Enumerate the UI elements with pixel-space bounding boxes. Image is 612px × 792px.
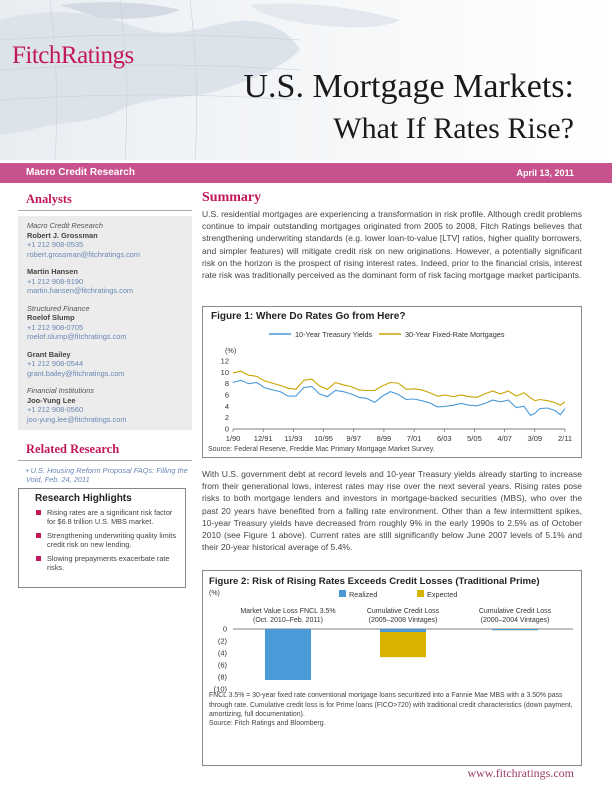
x-tick-label: 11/93 xyxy=(284,434,303,443)
category-label: Cumulative Credit Loss xyxy=(366,608,440,615)
highlights-heading: Research Highlights xyxy=(35,493,132,504)
figure-2 xyxy=(202,570,582,766)
y-tick-label: (4) xyxy=(217,648,227,658)
summary-paragraph-1: U.S. residential mortgages are experiencing a transformation in risk profile. Although credit problems continue to impair outstanding mortgages originated from 2005 to 2008, Fitch Ratings believes that strengthening underwriting standards (e.g. lower loan-to-value [LTV] ratios, higher quality borrowers, and simpler features) will mitigate credit risk on new originations. However, a potentially significant risk on the horizon is the prospect of rising interest rates. Indeed, prior to the financial crisis, interest rate risk was traditionally perceived as the dominant form of risk facing mortgage market participants. xyxy=(202,209,582,281)
x-tick-label: 3/09 xyxy=(527,434,543,443)
x-tick-label: 7/01 xyxy=(406,434,422,443)
y-tick-label: (6) xyxy=(217,660,227,670)
analyst-entry: Financial Institutions Joo-Yung Lee +1 212 908-0560 joo-yung.lee@fitchratings.com xyxy=(27,386,192,424)
main-content xyxy=(202,190,582,281)
y-tick-label: 0 xyxy=(224,424,229,434)
y-tick-label: 6 xyxy=(224,390,229,400)
figure-1-chart xyxy=(203,325,581,455)
x-tick-label: 8/99 xyxy=(376,434,392,443)
highlight-item: Rising rates are a significant risk factor for $6.8 trillion U.S. MBS market. xyxy=(33,508,179,526)
category-label: (2000–2004 Vintages) xyxy=(480,617,550,624)
series-line-treasury xyxy=(233,380,565,415)
legend-swatch xyxy=(417,590,424,597)
x-tick-label: 6/03 xyxy=(436,434,452,443)
x-tick-label: 1/90 xyxy=(225,434,241,443)
y-tick-label: (2) xyxy=(217,636,227,646)
y-axis-unit: (%) xyxy=(225,346,237,355)
y-tick-label: (8) xyxy=(217,672,227,682)
figure-1-title: Figure 1: Where Do Rates Go from Here? xyxy=(211,311,406,322)
category-label: Market Value Loss FNCL 3.5% xyxy=(240,608,336,615)
figure-1-source: Source: Federal Reserve, Freddie Mac Primary Mortgage Market Survey. xyxy=(208,446,435,453)
legend-label: Expected xyxy=(427,590,458,599)
figure-2-note: FNCL 3.5% = 30-year fixed rate conventional mortgage loans securitized into a Fannie Mae MBS with a 3.50% pass through rate. Cumulative credit loss is for Prime loans (FICO>720) with traditional credit characteristics (down payment, amortizing, full documentation). xyxy=(209,692,573,718)
y-tick-label: 4 xyxy=(224,401,229,411)
figure-2-source: Source: Fitch Ratings and Bloomberg. xyxy=(209,720,326,727)
report-date: April 13, 2011 xyxy=(516,168,574,178)
page-subtitle: What If Rates Rise? xyxy=(333,112,574,145)
footer-website[interactable]: www.fitchratings.com xyxy=(467,766,574,780)
bar-realized xyxy=(380,629,426,632)
analyst-email-link[interactable]: martin.hansen@fitchratings.com xyxy=(27,286,134,295)
analysts-list xyxy=(18,216,192,430)
section-label: Macro Credit Research xyxy=(26,167,135,178)
x-tick-label: 2/11 xyxy=(557,434,573,443)
series-line-mortgage xyxy=(233,371,565,405)
x-tick-label: 12/91 xyxy=(253,434,273,443)
y-tick-label: (10) xyxy=(213,684,227,694)
analyst-entry: Structured Finance Roelof Slump +1 212 908-0705 roelof.slump@fitchratings.com xyxy=(27,304,192,342)
y-tick-label: 8 xyxy=(224,379,229,389)
figure-2-title: Figure 2: Risk of Rising Rates Exceeds Credit Losses (Traditional Prime) xyxy=(209,576,540,587)
summary-paragraph-2: With U.S. government debt at record levels and 10-year Treasury yields already starting to increase from their generational lows, interest rates may rise over the next several years. Rising rates pose risks to both mortgage lenders and investors in mortgage-backed securities (MBS), who over the past 20 years have benefited from a falling rate environment. Other than a few intermittent spikes, 10-year Treasury yields have decreased from roughly 9% in the early 1990s to 2.5% as of October 2010 (see Figure 1 above). Current rates are still significantly below June 2007 levels of 5.1% and their 20-year historical average of 5.4%. xyxy=(202,469,582,553)
highlight-item: Slowing prepayments exacerbate rate risks. xyxy=(33,554,179,572)
figure-1 xyxy=(202,306,582,458)
category-label: (Oct. 2010–Feb. 2011) xyxy=(253,617,323,624)
y-axis-unit: (%) xyxy=(209,590,220,597)
legend-label: 30-Year Fixed-Rate Mortgages xyxy=(405,330,505,339)
related-research-heading: Related Research xyxy=(26,442,120,456)
analyst-email-link[interactable]: grant.bailey@fitchratings.com xyxy=(27,368,125,378)
y-tick-label: 0 xyxy=(222,624,227,634)
fitch-logo: FitchRatings xyxy=(12,42,134,69)
analysts-heading: Analysts xyxy=(26,192,72,206)
legend-label: 10-Year Treasury Yields xyxy=(295,330,373,339)
related-research-link[interactable]: • U.S. Housing Reform Proposal FAQs: Filling the Void, Feb. 24, 2011 xyxy=(26,466,188,485)
y-tick-label: 10 xyxy=(220,367,229,377)
analyst-email-link[interactable]: roelof.slump@fitchratings.com xyxy=(27,332,127,341)
y-tick-label: 2 xyxy=(224,413,229,423)
x-tick-label: 4/07 xyxy=(497,434,512,443)
legend-swatch xyxy=(339,590,346,597)
bar-expected xyxy=(380,629,426,657)
bar-realized xyxy=(265,629,311,680)
x-tick-label: 5/05 xyxy=(467,434,482,443)
header-banner xyxy=(0,0,612,160)
highlight-item: Strengthening underwriting quality limits credit risk on new lending. xyxy=(33,531,179,549)
x-tick-label: 9/97 xyxy=(346,434,362,443)
analyst-email-link[interactable]: robert.grossman@fitchratings.com xyxy=(27,249,141,259)
category-label: (2005–2008 Vintages) xyxy=(368,617,438,624)
y-tick-label: 12 xyxy=(220,356,229,366)
category-label: Cumulative Credit Loss xyxy=(478,608,552,615)
bar-realized xyxy=(492,629,538,630)
x-tick-label: 10/95 xyxy=(314,434,333,443)
analyst-entry: Martin Hansen +1 212 908-9190 martin.hansen@fitchratings.com xyxy=(27,267,192,296)
analyst-email-link[interactable]: joo-yung.lee@fitchratings.com xyxy=(27,414,127,424)
page-title: U.S. Mortgage Markets: xyxy=(243,68,574,105)
section-bar xyxy=(0,163,612,183)
research-highlights-box xyxy=(18,488,186,588)
analyst-entry: Grant Bailey +1 212 908-0544 grant.bailey@fitchratings.com xyxy=(27,350,192,379)
figure-2-chart xyxy=(203,587,581,699)
analyst-entry: Macro Credit Research Robert J. Grossman +1 212 908-0535 robert.grossman@fitchratings.com xyxy=(27,221,192,259)
summary-heading: Summary xyxy=(202,190,262,205)
legend-label: Realized xyxy=(349,590,378,599)
